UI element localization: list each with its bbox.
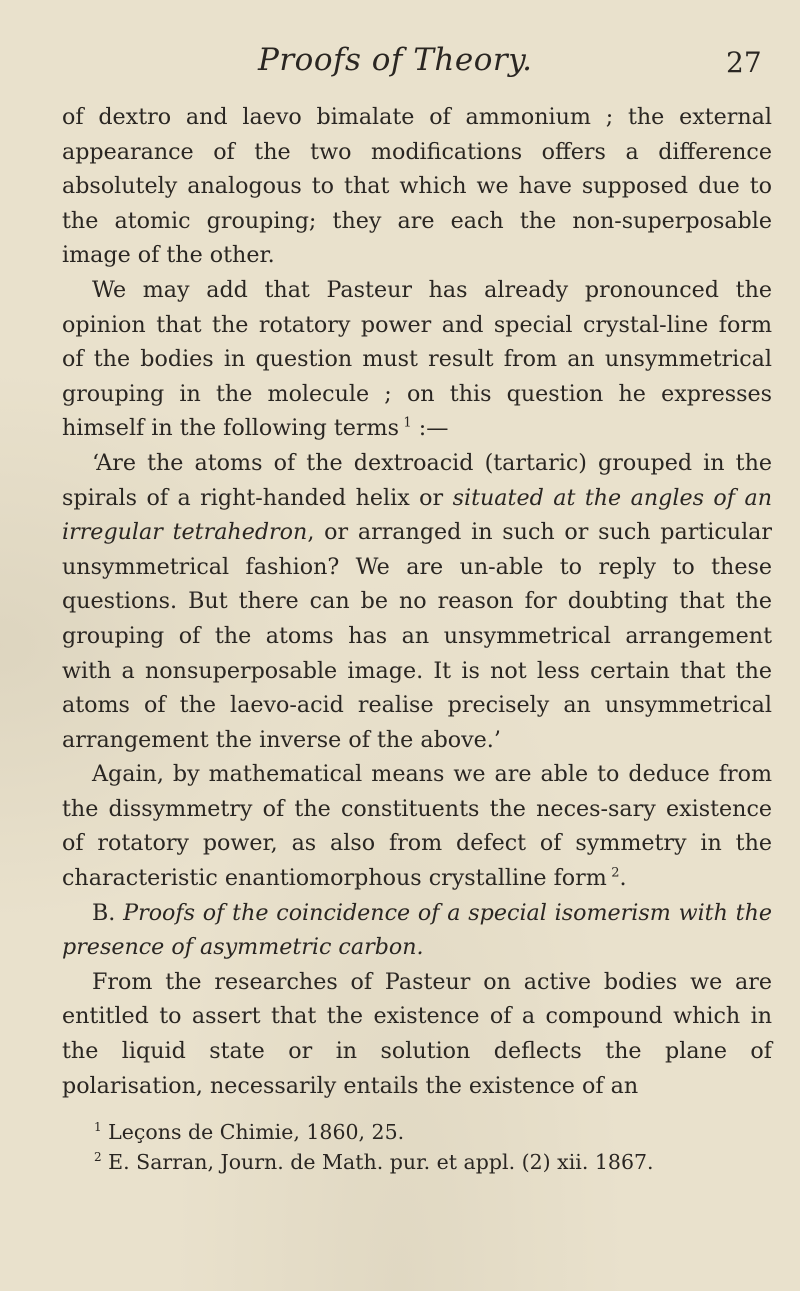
footnote-1-text: Leçons de Chimie, 1860, 25.	[108, 1120, 405, 1144]
section-heading-text: Proofs of the coincidence of a special isomerism with the presence of asymmetric carbon.	[62, 899, 772, 961]
paragraph-4	[62, 757, 772, 895]
quotation-part-a: ‘Are the atoms of the dextroacid (tartaric) grouped in the spirals of a right-handed helix or	[62, 449, 772, 511]
section-label: B.	[92, 899, 124, 926]
page-header	[0, 42, 800, 82]
section-heading	[62, 896, 772, 965]
footnote-ref-2: 2	[611, 865, 620, 881]
footnote-2-text: E. Sarran, Journ. de Math. pur. et appl. (2) xii. 1867.	[108, 1150, 654, 1174]
running-title: Proofs of Theory.	[258, 42, 533, 78]
main-text	[62, 100, 772, 1103]
quotation-part-b: , or arranged in such or such particular unsymmetrical fashion? We are un-able to reply to these questions. But there can be no reason for doubting that the grouping of the atoms has an unsymmetrical arrangement with a nonsuperposable image. It is not less certain that the atoms of the laevo-acid realise precisely an unsymmetrical arrangement the inverse of the above.’	[62, 519, 772, 753]
paragraph-1	[62, 100, 772, 273]
footnotes	[94, 1117, 774, 1177]
page-number: 27	[726, 46, 762, 79]
paragraph-2-text: We may add that Pasteur has already pronounced the opinion that the rotatory power and special crystal-line form of the bodies in question must result from an unsymmetrical grouping in the molecule ; on this question he expresses himself in the following terms	[62, 276, 772, 442]
footnote-ref-1: 1	[403, 415, 412, 431]
paragraph-2	[62, 273, 772, 446]
paragraph-6-text: From the researches of Pasteur on active bodies we are entitled to assert that the existence of a compound which in the liquid state or in solution deflects the plane of polarisation, necessarily entails the existence of an	[62, 968, 772, 1099]
paragraph-4-end: .	[619, 865, 627, 892]
footnote-2	[94, 1147, 774, 1177]
footnote-2-marker: 2	[94, 1150, 102, 1165]
footnote-1	[94, 1117, 774, 1147]
paragraph-2-end: :—	[411, 415, 449, 442]
quotation-paragraph	[62, 446, 772, 757]
quotation-italic: situated at the angles of an irregular tetrahedron	[62, 484, 772, 546]
footnote-1-marker: 1	[94, 1120, 102, 1135]
paragraph-4-text: Again, by mathematical means we are able to deduce from the dissymmetry of the constituents the neces-sary existence of rotatory power, as also from defect of symmetry in the characteristic enantiomorphous crystalline form	[62, 761, 772, 892]
paragraph-1-text: of dextro and laevo bimalate of ammonium ; the external appearance of the two modifications offers a difference absolutely analogous to that which we have supposed due to the atomic grouping; they are each the non-superposable image of the other.	[62, 104, 772, 269]
paragraph-6	[62, 965, 772, 1103]
